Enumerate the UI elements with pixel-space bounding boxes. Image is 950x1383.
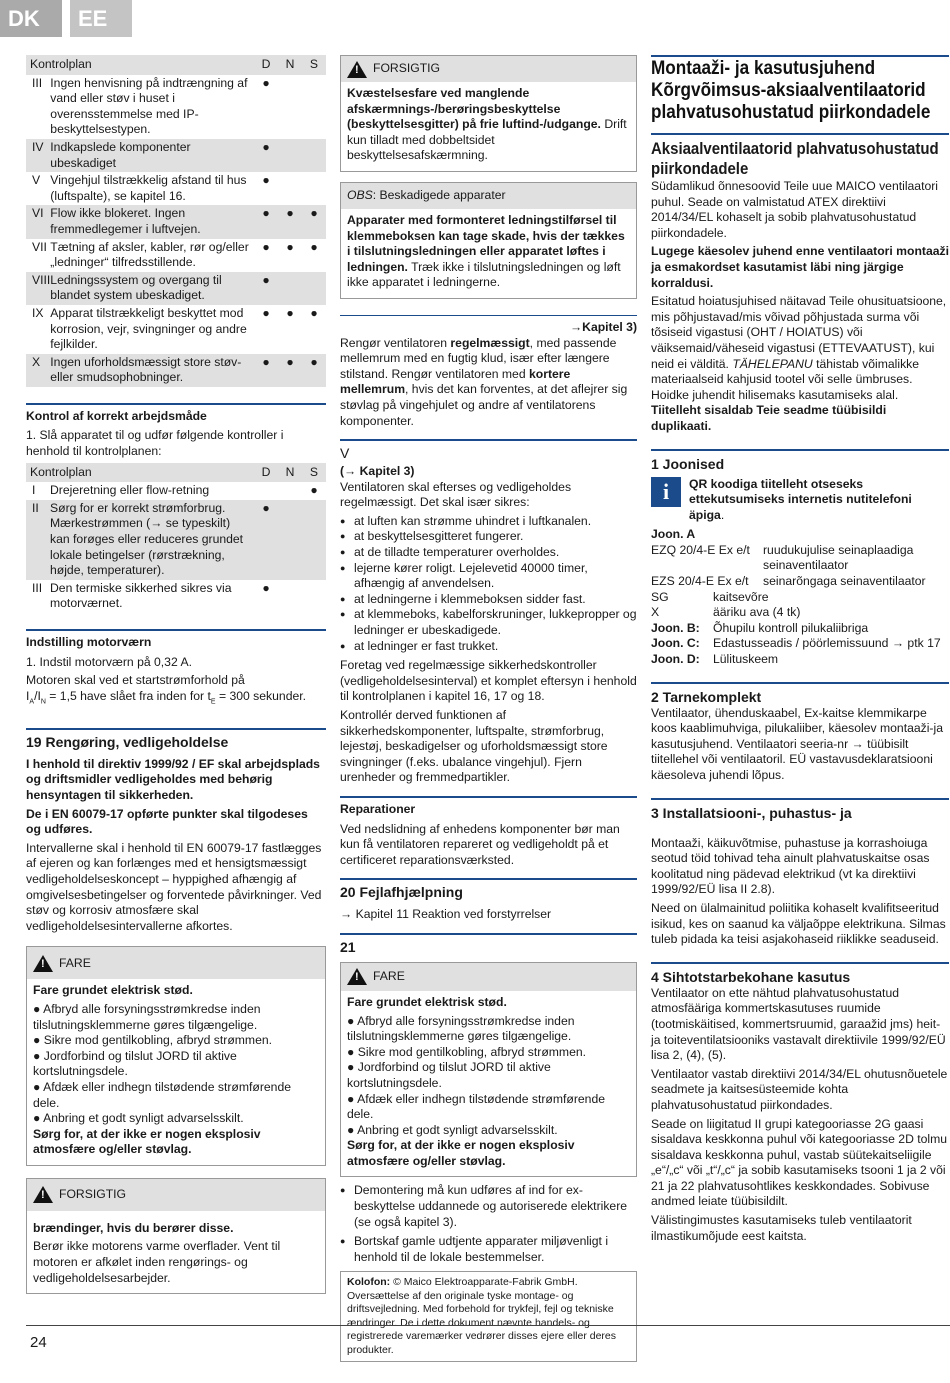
caution-box [26,1178,326,1294]
box-title: Fare grundet elektrisk stød. [33,983,193,998]
text: Motoren skal ved et startstrømforhold på [26,673,245,688]
table-row [26,482,326,500]
section-heading: Aksiaalventilaatorid plahvatusohustatud piirkondadele [651,139,939,178]
row-mark: ● [286,305,294,320]
paragraph: Ved nedslidning af enhedens komponenter bør man kun få ventilatoren repareret og vedligeholdt på et certificeret reparationsværksted. [340,821,620,867]
row-mark [254,482,278,500]
section-v [340,439,637,786]
list-item: ● at de tilladte temperaturer overholdes. [340,545,637,561]
table-header: N [278,55,302,75]
tab-ee[interactable]: EE [70,0,132,37]
column-2 [340,55,637,1362]
text: TÄHELEPANU [732,356,813,371]
row-mark [302,272,326,305]
list-item: ● Afbryd alle forsyningsstrømkredse inden tilslutningsklemmerne gøres tilgængelige. [33,1001,261,1032]
section-motor [26,629,326,710]
section-heading: 20 Fejlafhjælpning [340,884,463,901]
legend-key: EZQ 20/4-E Ex e/t [651,542,750,557]
table-header: D [254,55,278,75]
list-item: ● Anbring et godt synligt advarselsskilt. [33,1111,244,1126]
box-closing: Sørg for, at der ikke er nogen eksplosiv atmosfære og/eller støvlag. [347,1138,575,1168]
box-body [341,82,636,171]
text: = 300 sekunder. [218,688,307,703]
paragraph: → Kapitel 11 Reaktion ved forstyrrelser [340,907,552,922]
caution-box [340,55,637,172]
check-table-2 [26,463,326,613]
row-mark [302,580,326,613]
colophon-box [340,1271,637,1362]
figure-row [651,636,949,652]
box-label: OBS [347,188,373,203]
check-table-1 [26,55,326,387]
row-number: V [32,173,41,188]
figure-value: Õhupilu kontroll pilukaliibriga [713,620,869,635]
paragraph: De i EN 60079-17 opførte punkter skal tilgodeses og udføres. [26,806,308,837]
text: , hvis det kan forventes, at det aflejrer sig støvlag på vingehjulet og andre af ventilatorens komponenter. [340,382,628,428]
box-header [341,963,636,991]
table-header: S [302,55,326,75]
row-number: III [32,75,43,90]
box-body [341,991,636,1177]
legend-key: X [651,605,660,620]
list-item: ● Sikre mod gentilkobling, afbryd strømmen. [33,1033,273,1048]
list-item: ● at klemmeboks, kabelforskruninger, lukkeproppеr og ledninger er ubeskadigede. [340,607,637,638]
box-label: : Beskadigede apparater [372,188,506,203]
table-row [26,500,326,580]
figure-value: Lülituskeem [713,652,779,667]
legend-value: kaitsevõre [713,589,769,604]
legend-value: seinarõngaga seinaventilaator [763,574,926,589]
row-mark: ● [278,354,302,387]
row-mark: ● [262,75,270,90]
box-closing: Sørg for, at der ikke er nogen eksplosiv atmosfære og/eller støvlag. [33,1126,261,1157]
text: kortere mellemrum [340,366,571,397]
box-text: Træk ikke i tilslutningsledningen og løft ikke apparatet i ledningerne. [347,259,621,290]
text: tähistab võimalikke materiaalseid kahjusid tootel või selle ümbruses. Hoidke juhendit hilisemaks kasutamiseks alal. [651,356,920,402]
figure-row [651,652,949,668]
row-mark [278,500,302,580]
warning-icon [33,955,53,972]
table-row [26,205,326,238]
box-header [341,183,636,209]
row-mark: ● [262,239,270,254]
table-row [26,139,326,172]
row-number: II [26,500,50,580]
box-body [27,979,325,1165]
row-mark: ● [254,272,278,305]
warning-icon [347,61,367,78]
warning-icon [347,968,367,985]
table-row [26,75,326,139]
text: /I [34,688,41,703]
section-heading: Indstilling motorværn [26,635,152,649]
text: , med passende mellemrum med en fugtig klud, især efter længere stilstand. Rengør ventilatoren med [340,335,617,381]
legend-row [651,605,949,621]
check-list [340,514,637,654]
legend-key: SG [651,589,669,604]
legend-key: EZS 20/4-E Ex e/t [651,574,749,589]
figure-legend [651,543,949,621]
paragraph: Ventilaator on ette nähtud plahvatusohustatud atmosfääriga kommertskasutuses ruumide (tootmiskäitised, kommertsruumid, garaažid jms) heit- ja toiteventilatsiooniks vastavalt direktiivile 1999/92/EÜ lisa 2, (4), (5). [651,985,946,1063]
section-heading: 19 Rengøring, vedligeholdelse [26,733,229,750]
paragraph: I henhold til direktiv 1999/92 / EF skal arbejdsplads og driftsmidler vedligeholdes med behørig hensyntagen til sikkerheden. [26,756,320,802]
box-title: Fare grundet elektrisk stød. [347,994,507,1009]
paragraph [651,294,949,434]
language-tabs [0,0,140,37]
section-heading: Kontrol af korrekt arbejdsmåde [26,408,207,423]
row-mark [302,139,326,172]
title-block [651,55,949,123]
table-header: Kontrolplan [26,463,254,483]
section-1 [651,449,949,668]
row-number: VII [32,239,47,254]
paragraph: 1. Indstil motorværn på 0,32 A. [26,654,192,669]
table-header: D [254,463,278,483]
box-label: FARE [59,955,91,970]
section-heading: 21 [340,938,356,955]
text: regelmæssigt [450,335,530,350]
box-title: brændinger, hvis du berører disse. [33,1220,234,1235]
paragraph: Need on ülalmainitud poliitika kohaselt kvalifitseeritud isikud, kes on saanud ka väljaõppe elektrikuna. Silmas tuleb pidada ka teisi asjakohaseid riiklikke seaduseid. [651,900,946,947]
section-intro [651,133,949,435]
figure-key: Joon. D: [651,652,700,667]
paragraph [26,673,326,710]
info-text: . [720,507,725,522]
list-item: ● at beskyttelsesgitteret fungerer. [340,529,637,545]
row-mark: ● [310,239,318,254]
subscript: E [210,698,216,706]
paragraph: Kontrollér derved funktionen af sikkerhedskomponenter, luftspalte, strømforbrug, lejestøj, beskadigelser og uforholdsmæssigt store svingninger (f.eks. ubalance vingehjul). Fjern urenheder og fremmedpartikler. [340,708,608,785]
row-mark: ● [278,205,302,238]
paragraph: Intervallerne skal i henhold til EN 60079-17 fastlægges af ejeren og kan forlænges med et hensigtsmæssigt vedligeholdelseskoncept – hyppighed afhængig af omgivelsesbetingelser og forventede påvirkninger. Ved støv og korrosiv atmosfære skal vedligeholdelsesintervallerne afkortes. [26,840,322,933]
table-row [26,172,326,205]
row-mark [278,139,302,172]
row-text: Ledningssystem og overgang til blandet system ubeskadiget. [50,272,254,305]
table-row [26,239,326,272]
list-item: ● at ledningerne i klemmeboksen sidder fast. [340,592,637,608]
figure-list [651,621,949,668]
row-mark: ● [286,239,294,254]
text: I [26,688,30,703]
list-item: ● at luften kan strømme uhindret i luftkanalen. [340,514,637,530]
box-body [341,1272,636,1361]
row-text: Tætning af aksler, kabler, rør og/eller „ledninger“ tilfredsstillende. [50,239,249,270]
row-text: Flow ikke blokeret. Ingen fremmedlegemer i luftvejen. [50,205,254,238]
section-21 [340,933,637,956]
row-number: VIII [26,272,50,305]
row-mark: ● [254,205,278,238]
row-text: Vingehjul tilstrækkelig afstand til hus (luftspalte), se kapitel 16. [50,173,247,203]
box-text: Drift kun tilladt med dobbeltsidet beskyttelsesafskærmning. [347,117,627,163]
list-item: ● Afdæk eller indhegn tilstødende strømførende dele. [347,1091,606,1122]
row-text: Drejeretning eller flow-retning [50,483,210,498]
section-heading: 3 Installatsiooni-, puhastus- ja [651,804,852,821]
row-text: Indkapslede komponenter ubeskadiget [50,139,254,172]
colophon-text: © Maico Elektroapparate-Fabrik GmbH. Oversættelse af den originale tyske montage- og driftsvejledning. Med forbehold for trykfejl, fejl og tekniske ændringer. De i dette dokument nævnte handels- og registrerede varemærker vedrører disses ejere eller deres produkter. [347,1276,617,1356]
box-bold: Apparater med formonteret ledningstilførsel til klemmeboksen kan tage skade, hvis der tækkes i tilslutningsledningen eller apparatet løftes i ledningen. [347,212,625,274]
list-item: ● Bortskaf gamle udtjente apparater miljøvenligt i henhold til de lokale bestemmelser. [340,1234,637,1265]
paragraph: Montaaži, käikuvõtmise, puhastuse ja korrashoiuga seotud töid tohivad teha ainult plahvatuskaitse osas koolitatud ning pädevad elektrikud (vt ka direktiivi 1999/92/EÜ lisa II 2.8). [651,835,930,897]
section-20 [340,878,637,923]
table-row [26,354,326,387]
row-mark: ● [262,305,270,320]
row-mark [302,172,326,205]
section-heading: 2 Tarnekomplekt [651,688,762,705]
paragraph: Ventilaator, ühenduskaabel, Ex-kaitse klemmikarpe koos kaablimuhviga, pilukaliiber, käesolev montaaži-ja kasutusjuhend. Ventilaatori seeria-nr → tüübisilt tiitellehel või ventilaatoril. EÜ vastavusdeklaratsiooni käesoleva juhendi lõpus. [651,705,943,782]
legend-row [651,543,949,574]
list-item: ● lejerne kører roligt. Lejelevetid 40000 timer, afhængig af anvendelsen. [340,561,637,592]
section-19 [26,728,326,935]
paragraph: Ventilaator vastab direktiivi 2014/34/EL ohutusnõuetele seadmete ja kaitsesüsteemide kohta plahvatusohustatud piirkondades. [651,1066,948,1112]
danger-box [26,946,326,1166]
figure-label: Joon. A [651,527,696,542]
danger-box [340,962,637,1178]
row-mark: ● [310,305,318,320]
info-note [651,477,949,524]
column-3 [651,55,949,1247]
section-heading: 4 Sihtotstarbekohane kasutus [651,968,851,985]
box-body [27,1211,325,1293]
text: Esitatud hoiatusjuhised näitavad Teile ohusituatsioone, mis põhjustavad/mis võivad põhjustada surma või tõsiseid vigastusi (OHT / HOIATUS) või väiksemaid/väheseid vigastusi (ETTEVAATUST), kui neid ei välditä. [651,294,947,371]
info-text: QR koodiga tiitelleht otseseks ettekutsumiseks internetis nutitelefoni äpiga [689,476,912,522]
list-item: ● Jordforbind og tilslut JORD til aktive kortslutningsdele. [347,1060,551,1090]
table-header: S [302,463,326,483]
section-heading: 1 Joonised [651,455,725,472]
subscript: N [40,698,46,706]
paragraph: Südamlikud õnnesoovid Teile uue MAICO ventilaatori puhul. Seade on valmistatud ATEX direktiivi 2014/34/EL kohaselt ja sobib plahvatusohustatud piirkondadele. [651,179,939,240]
legend-row [651,574,949,590]
box-label: FORSIGTIG [373,61,441,76]
page-number: 24 [30,1334,47,1351]
row-mark: ● [254,354,278,387]
notice-box [340,182,637,299]
legend-value: ääriku ava (4 tk) [713,605,801,620]
row-mark [278,482,302,500]
box-label: FORSIGTIG [59,1187,127,1202]
row-mark: ● [302,354,326,387]
row-number: VI [26,205,50,238]
paragraph: 1. Slå apparatet til og udfør følgende kontroller i henhold til kontrolplanen: [26,428,284,459]
tab-dk[interactable]: DK [0,0,62,37]
row-mark: ● [262,580,270,595]
colophon-label: Kolofon: [347,1276,391,1289]
row-mark: ● [302,205,326,238]
row-mark [278,272,302,305]
row-text: Ingen henvisning på indtrængning af vand eller støv i huset i overensstemmelse med IP-beskyttelsestypen. [50,75,248,137]
disposal-list [340,1183,637,1265]
row-mark: ● [254,139,278,172]
table-header: Kontrolplan [26,55,254,75]
list-item: ● Sikre mod gentilkobling, afbryd strømmen. [347,1044,587,1059]
column-1 [26,55,326,1294]
box-label: FARE [373,969,405,984]
row-mark: ● [254,500,278,580]
list-item: ● Anbring et godt synligt advarselsskilt. [347,1122,558,1137]
table-row [26,305,326,354]
row-mark [278,580,302,613]
info-icon: i [651,477,681,507]
box-text: Berør ikke motorens varme overflader. Vent til motoren er afkølet inden rengørings- og vedligeholdelsesarbejder. [33,1239,281,1285]
paragraph: Lugege käesolev juhend enne ventilaatori montaaži ja esmakordset kasutamist läbi ning järgige korraldusi. [651,244,949,290]
section-cleaning [340,315,637,429]
table-header: N [278,463,302,483]
page-title: Kõrgvõimsus-aksiaalventilaatorid plahvatusohustatud piirkondadele [651,79,931,123]
warning-icon [33,1186,53,1203]
page-title: Montaaži- ja kasutusjuhend [651,57,876,79]
row-mark [278,172,302,205]
section-heading: V [340,445,350,462]
list-item: ● Demontering må kun udføres af ind for ex-beskyttelse uddannede og autoriserede elektrikere (se også kapitel 3). [340,1183,637,1230]
row-number: IX [32,305,44,320]
chapter-ref: (→ Kapitel 3) [340,464,415,479]
figure-value: Edastusseadis / pöörlemissuund → ptk 17 [713,636,941,651]
paragraph [340,336,637,430]
box-header [341,56,636,82]
list-item: ● at ledninger er fast trukket. [340,639,637,655]
section-2 [651,682,949,784]
figure-key: Joon. C: [651,636,700,651]
footer-divider [26,1325,950,1326]
box-header [27,1179,325,1211]
row-mark [278,75,302,139]
row-text: Apparat tilstrækkeligt beskyttet mod korrosion, vejr, svingninger og andre fejlkilder. [50,305,247,352]
row-text: Ingen uforholdsmæssigt store støv- eller smudsophobninger. [50,354,254,387]
section-repairs [340,796,637,868]
section-kontrol [26,403,326,613]
figure-key: Joon. B: [651,620,700,635]
box-header [27,947,325,979]
table-row [26,272,326,305]
section-3 [651,798,949,948]
chapter-ref: →Kapitel 3) [569,319,637,334]
list-item: ● Afdæk eller indhegn tilstødende strømførende dele. [33,1079,292,1110]
table-row [26,580,326,613]
text: Rengør ventilatoren [340,335,451,350]
list-item: ● Jordforbind og tilslut JORD til aktive kortslutningsdele. [33,1048,237,1079]
row-number: I [32,483,36,498]
section-4 [651,962,949,1245]
row-mark [302,500,326,580]
row-text: Den termiske sikkerhed sikres via motorværnet. [50,580,232,611]
section-heading: Reparationer [340,801,416,816]
paragraph: Ventilatoren skal efterses og vedligeholdes regelmæssigt. Det skal især sikres: [340,479,572,510]
row-mark [302,75,326,139]
paragraph: Foretag ved regelmæssige sikkerhedskontroller (vedligeholdelsesinterval) et komplet eftersyn i henhold til kontrolplanen i kapitel 16, 17 og 18. [340,658,637,704]
text: Tiitelleht sisaldab Teie seadme tüübisildi duplikaati. [651,403,887,433]
list-item: ● Afbryd alle forsyningsstrømkredse inden tilslutningsklemmerne gøres tilgængelige. [347,1013,575,1044]
figure-row [651,621,949,637]
text: = 1,5 have slået fra inden for t [49,688,211,703]
row-number: X [26,354,50,387]
subscript: A [29,698,35,706]
row-number: IV [26,139,50,172]
box-body [341,209,636,298]
legend-value: ruudukujulise seinaplaadiga seinaventilaator [763,542,914,573]
row-number: III [32,580,43,595]
box-bold: Kvæstelsesfare ved manglende afskærmnings-/berøringsbeskyttelse (beskyttelsesgitter) på frie luftind-/udgange. [347,86,601,132]
row-mark: ● [310,483,318,498]
row-mark: ● [262,173,270,188]
paragraph: Seade on liigitatud II grupi kategooriasse 2G gaasi sisaldava keskkonna puhul või kategooriasse 2D tolmu sisaldava keskkonna puhul, vastab süütekaitseliigile „e“/„c“ või „t“/„c“ ja sobib kasutamiseks tsooni 1 ja 2 või 21 ja 22 plahvatusohtlikes keskkondades. Sobivuse andmed leiate tüübisildilt. [651,1116,948,1209]
legend-row [651,590,949,606]
paragraph: Välistingimustes kasutamiseks tuleb ventilaatorit ilmastikumõjude eest kaitsta. [651,1213,912,1243]
row-text: Sørg for er korrekt strømforbrug. Mærkestrømmen (→ se typeskilt) kan forøges eller reduceres grundet lokale betingelser (rørstrækning, højde, temperaturer). [50,500,254,580]
